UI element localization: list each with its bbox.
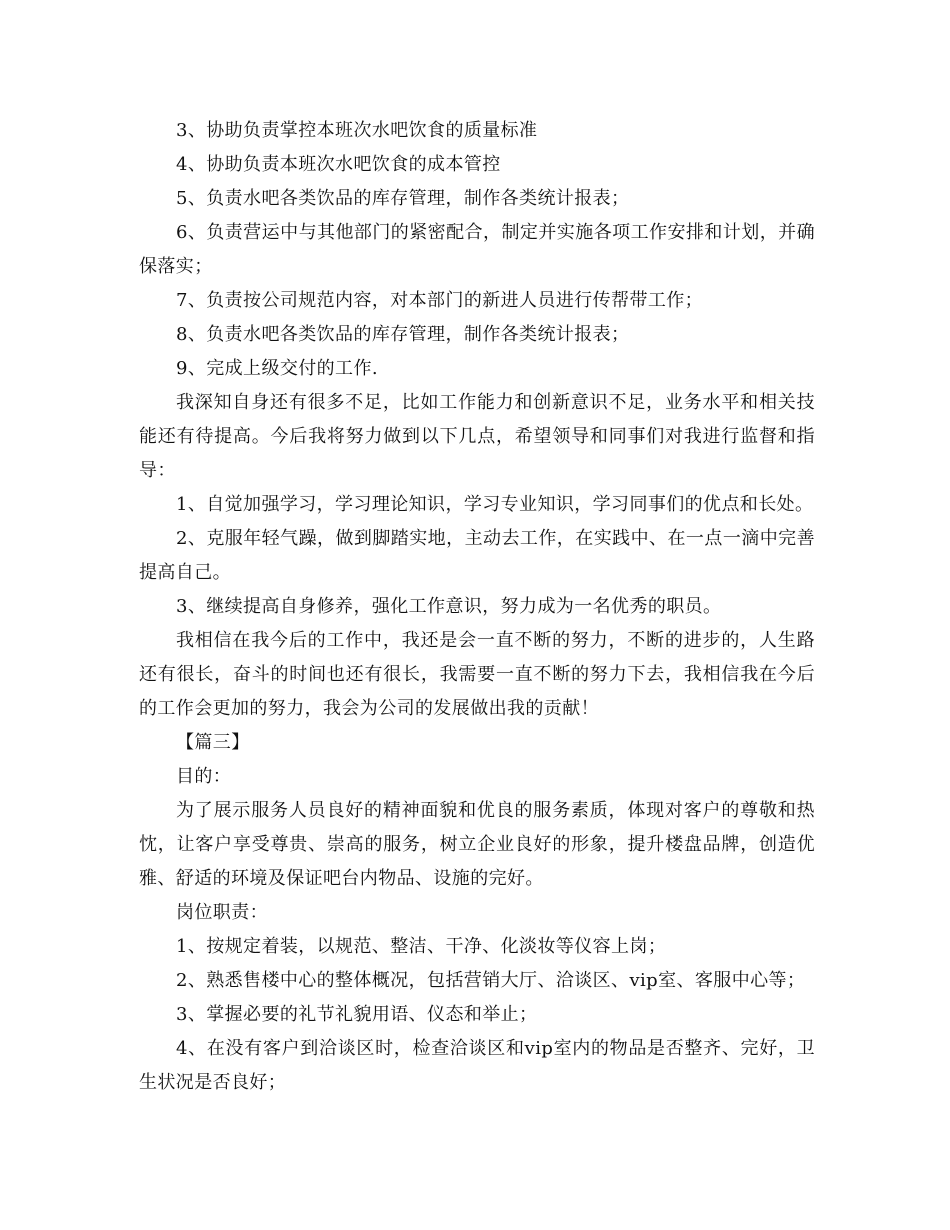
paragraph-duty-7: 7、负责按公司规范内容，对本部门的新进人员进行传帮带工作； xyxy=(176,290,704,311)
purpose-heading: 目的： xyxy=(176,766,232,787)
paragraph-plan-2: 2、克服年轻气躁，做到脚踏实地，主动去工作，在实践中、在一点一滴中完善提高自己。 xyxy=(139,528,815,583)
paragraph-responsibility-2: 2、熟悉售楼中心的整体概况，包括营销大厅、洽谈区、vip室、客服中心等； xyxy=(176,970,806,991)
paragraph-responsibility-1: 1、按规定着装，以规范、整洁、干净、化淡妆等仪容上岗； xyxy=(176,936,667,957)
paragraph-responsibility-3: 3、掌握必要的礼节礼貌用语、仪态和举止； xyxy=(176,1004,538,1025)
paragraph-duty-6: 6、负责营运中与其他部门的紧密配合，制定并实施各项工作安排和计划，并确保落实； xyxy=(139,222,815,277)
responsibilities-heading: 岗位职责： xyxy=(176,902,268,923)
paragraph-plan-3: 3、继续提高自身修养，强化工作意识，努力成为一名优秀的职员。 xyxy=(176,596,722,617)
paragraph-duty-3: 3、协助负责掌控本班次水吧饮食的质量标准 xyxy=(176,120,538,141)
paragraph-purpose: 为了展示服务人员良好的精神面貌和优良的服务素质，体现对客户的尊敬和热忱，让客户享受尊贵、崇高的服务，树立企业良好的形象，提升楼盘品牌，创造优雅、舒适的环境及保证吧台内物品、设施的完好。 xyxy=(139,800,815,889)
paragraph-responsibility-4: 4、在没有客户到洽谈区时，检查洽谈区和vip室内的物品是否整齐、完好，卫生状况是否良好； xyxy=(139,1038,815,1093)
paragraph-closing: 我相信在我今后的工作中，我还是会一直不断的努力，不断的进步的，人生路还有很长，奋斗的时间也还有很长，我需要一直不断的努力下去，我相信我在今后的工作会更加的努力，我会为公司的发展做出我的贡献！ xyxy=(139,630,815,719)
paragraph-plan-1: 1、自觉加强学习，学习理论知识，学习专业知识，学习同事们的优点和长处。 xyxy=(176,494,814,515)
paragraph-self-assessment: 我深知自身还有很多不足，比如工作能力和创新意识不足，业务水平和相关技能还有待提高。今后我将努力做到以下几点，希望领导和同事们对我进行监督和指导： xyxy=(139,392,815,481)
paragraph-duty-4: 4、协助负责本班次水吧饮食的成本管控 xyxy=(176,154,501,175)
document-body xyxy=(139,114,815,1100)
paragraph-duty-5: 5、负责水吧各类饮品的库存管理，制作各类统计报表； xyxy=(176,188,630,209)
paragraph-duty-9: 9、完成上级交付的工作. xyxy=(176,358,378,379)
section-heading: 【篇三】 xyxy=(176,732,250,753)
paragraph-duty-8: 8、负责水吧各类饮品的库存管理，制作各类统计报表； xyxy=(176,324,630,345)
